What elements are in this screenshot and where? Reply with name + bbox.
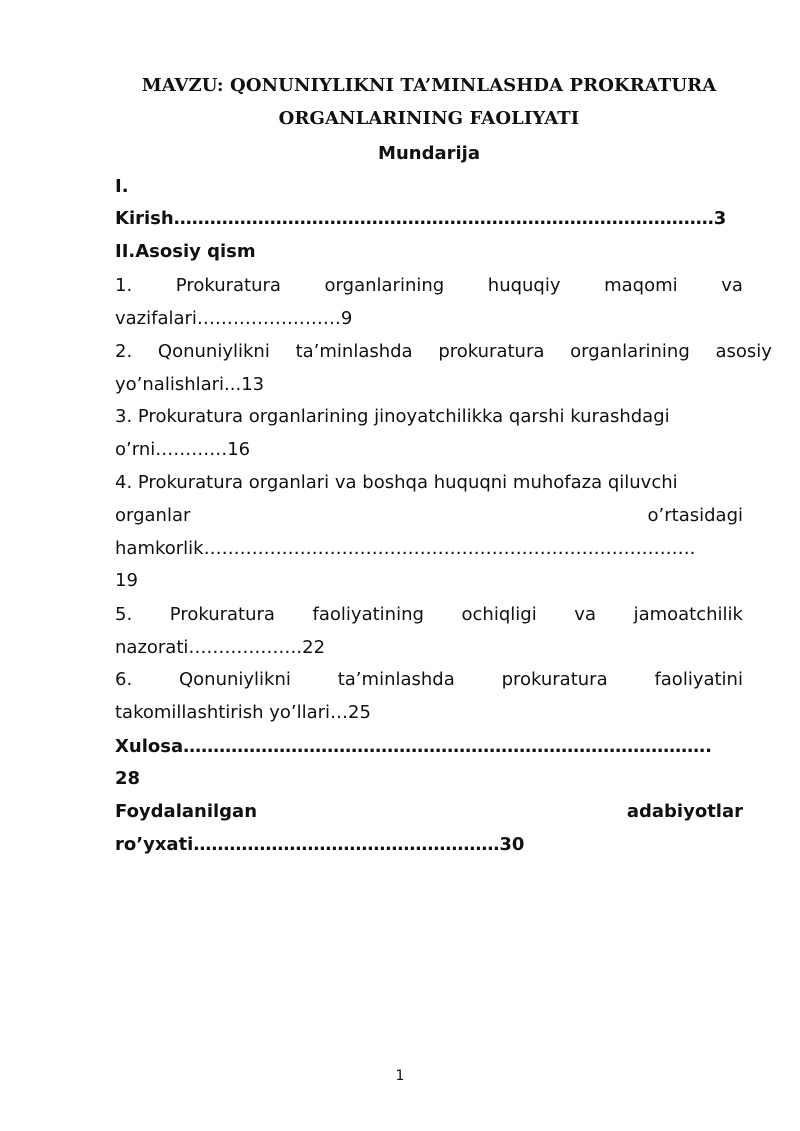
toc-entry-1-line-1 [115, 275, 743, 297]
toc-entry-6-line-2: takomillashtirish yo’llari…25 [115, 702, 371, 723]
toc-word: asosiy [715, 341, 772, 362]
toc-word: 6. [115, 669, 133, 690]
toc-entry-references-line-2: ro’yxati……………………………………………30 [115, 834, 525, 855]
toc-word: ta’minlashda [337, 669, 455, 690]
toc-word: organlar [115, 505, 191, 526]
toc-entry-3-line-2: o’rni…………16 [115, 439, 251, 460]
toc-word: 1. [115, 275, 133, 296]
toc-word: huquqiy [487, 275, 561, 296]
toc-entry-1-line-2: vazifalari……………………9 [115, 308, 353, 329]
toc-entry-2-line-2: yo’nalishlari...13 [115, 374, 265, 395]
toc-section-number: I. [115, 176, 129, 197]
toc-word: organlarining [570, 341, 690, 362]
toc-entry-xulosa: Xulosa……………………………………………………………………………. [115, 736, 712, 757]
toc-word: ta’minlashda [295, 341, 413, 362]
toc-word: ochiqligi [461, 604, 537, 625]
toc-word: Prokuratura [175, 275, 281, 296]
toc-word: organlarining [324, 275, 445, 296]
toc-word: faoliyatini [654, 669, 743, 690]
toc-word: o’rtasidagi [647, 505, 743, 526]
toc-heading: Mundarija [378, 143, 480, 164]
toc-entry-references-line-1 [115, 801, 743, 823]
page-number: 1 [395, 1068, 405, 1084]
toc-word: maqomi [604, 275, 678, 296]
toc-entry-5-line-1 [115, 604, 743, 626]
toc-entry-xulosa-page: 28 [115, 768, 141, 789]
toc-entry-3-line-1: 3. Prokuratura organlarining jinoyatchilikka qarshi kurashdagi [115, 406, 670, 427]
toc-word: Prokuratura [169, 604, 275, 625]
toc-word: Qonuniylikni [179, 669, 291, 690]
toc-word: Foydalanilgan [115, 801, 258, 822]
document-title-line-1: MAVZU: QONUNIYLIKNI TA’MINLASHDA PROKRATURA [141, 75, 717, 96]
toc-word: prokuratura [438, 341, 545, 362]
toc-word: faoliyatining [312, 604, 424, 625]
toc-word: 5. [115, 604, 133, 625]
toc-word: prokuratura [501, 669, 608, 690]
toc-section-heading: II.Asosiy qism [115, 241, 256, 262]
toc-word: 2. [115, 341, 133, 362]
toc-entry-4-page: 19 [115, 570, 138, 591]
toc-word: jamoatchilik [633, 604, 743, 625]
toc-entry-4-line-3: hamkorlik………………………………………………………………………. [115, 538, 696, 559]
toc-word: adabiyotlar [626, 801, 743, 822]
toc-word: va [721, 275, 743, 296]
toc-entry-2-line-1 [115, 341, 772, 363]
toc-entry-4-line-1: 4. Prokuratura organlari va boshqa huquqni muhofaza qiluvchi [115, 472, 678, 493]
document-title-line-2: ORGANLARINING FAOLIYATI [278, 108, 580, 129]
toc-entry-4-line-2 [115, 505, 743, 527]
toc-entry-5-line-2: nazorati……………….22 [115, 637, 326, 658]
toc-word: Qonuniylikni [157, 341, 270, 362]
toc-entry-6-line-1 [115, 669, 743, 691]
toc-word: va [574, 604, 596, 625]
toc-entry-kirish: Kirish………………………………………………………………………………3 [115, 208, 727, 229]
